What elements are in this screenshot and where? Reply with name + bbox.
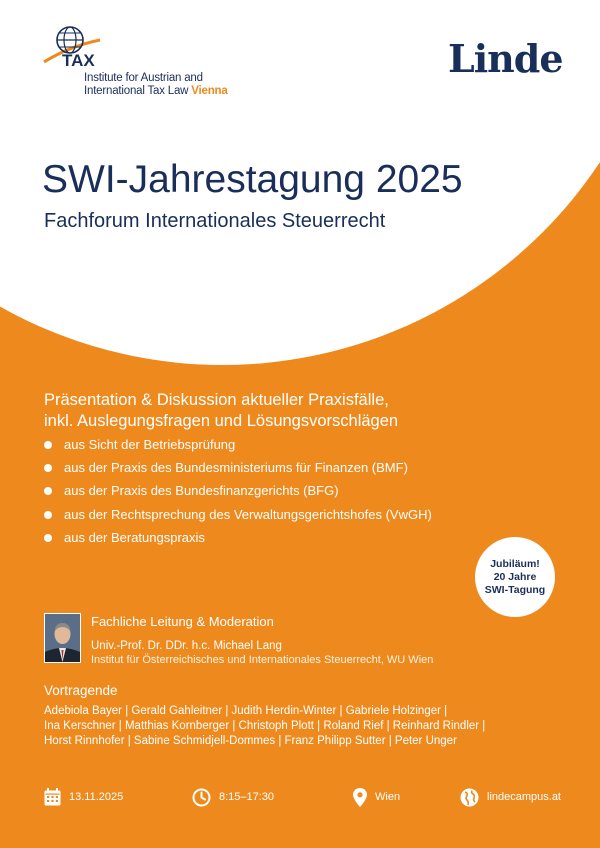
topic-text: aus der Beratungspraxis <box>64 529 205 545</box>
intro-line: Präsentation & Diskussion aktueller Praxisfälle, <box>44 391 389 409</box>
footer-website[interactable] <box>460 786 561 808</box>
intro-line: inkl. Auslegungsfragen und Lösungsvorschlägen <box>44 412 399 430</box>
page-title: SWI-Jahrestagung 2025 <box>42 158 463 201</box>
itax-name-line2-prefix: International Tax Law <box>84 85 192 97</box>
moderator-name: Univ.-Prof. Dr. DDr. h.c. Michael Lang <box>91 640 282 652</box>
speakers-line: Adebiola Bayer | Gerald Gahleitner | Judith Herdin-Winter | Gabriele Holzinger | <box>44 705 448 717</box>
itax-name-line2 <box>84 85 228 97</box>
speakers-line: Horst Rinnhofer | Sabine Schmidjell-Dommes | Franz Philipp Sutter | Peter Unger <box>44 735 457 747</box>
event-time: 8:15–17:30 <box>219 791 275 803</box>
bullet-icon <box>44 534 52 542</box>
footer-place <box>353 786 400 808</box>
itax-name-line1: Institute for Austrian and <box>84 72 203 84</box>
footer-time <box>192 786 274 808</box>
speakers-line: Ina Kerschner | Matthias Kornberger | Christoph Plott | Roland Rief | Reinhard Rindler | <box>44 720 486 732</box>
event-date: 13.11.2025 <box>69 791 124 803</box>
badge-line3: SWI-Tagung <box>484 583 546 596</box>
calendar-icon <box>44 788 61 806</box>
topic-text: aus der Rechtsprechung des Verwaltungsgerichtshofes (VwGH) <box>64 506 432 522</box>
itax-logo-text: TAX <box>62 51 95 70</box>
person-icon <box>45 614 80 662</box>
intro-text <box>44 390 564 432</box>
website-link[interactable]: lindecampus.at <box>487 791 561 803</box>
topic-item <box>44 459 432 482</box>
bullet-icon <box>44 441 52 449</box>
itax-logo <box>40 24 270 104</box>
topic-item <box>44 436 432 459</box>
globe-icon <box>460 788 479 807</box>
topic-text: aus Sicht der Betriebsprüfung <box>64 437 236 452</box>
badge-line2: 20 Jahre <box>493 570 537 583</box>
topic-item <box>44 506 432 529</box>
bullet-icon <box>44 511 52 519</box>
topic-item <box>44 529 432 552</box>
globe-logo-icon <box>40 24 110 72</box>
topic-text: aus der Praxis des Bundesministeriums für Finanzen (BMF) <box>64 460 408 476</box>
moderator-institute: Institut für Österreichisches und Internationales Steuerrecht, WU Wien <box>91 654 434 666</box>
event-place: Wien <box>375 791 401 803</box>
footer-date <box>44 786 123 808</box>
topic-text: aus der Praxis des Bundesfinanzgerichts (BFG) <box>64 483 339 499</box>
anniversary-badge <box>475 537 555 617</box>
clock-icon <box>192 788 211 807</box>
leitung-heading: Fachliche Leitung & Moderation <box>91 614 274 629</box>
speakers-heading: Vortragende <box>44 683 118 698</box>
moderator-portrait <box>44 613 81 663</box>
bullet-icon <box>44 487 52 495</box>
page-subtitle: Fachforum Internationales Steuerrecht <box>44 210 386 232</box>
topic-list <box>44 436 432 552</box>
location-pin-icon <box>353 788 367 807</box>
speakers-list <box>44 704 564 749</box>
linde-logo: Linde <box>448 36 563 81</box>
topic-item <box>44 482 432 505</box>
bullet-icon <box>44 464 52 472</box>
itax-vienna-label: Vienna <box>191 85 228 97</box>
badge-line1: Jubiläum! <box>490 557 540 570</box>
